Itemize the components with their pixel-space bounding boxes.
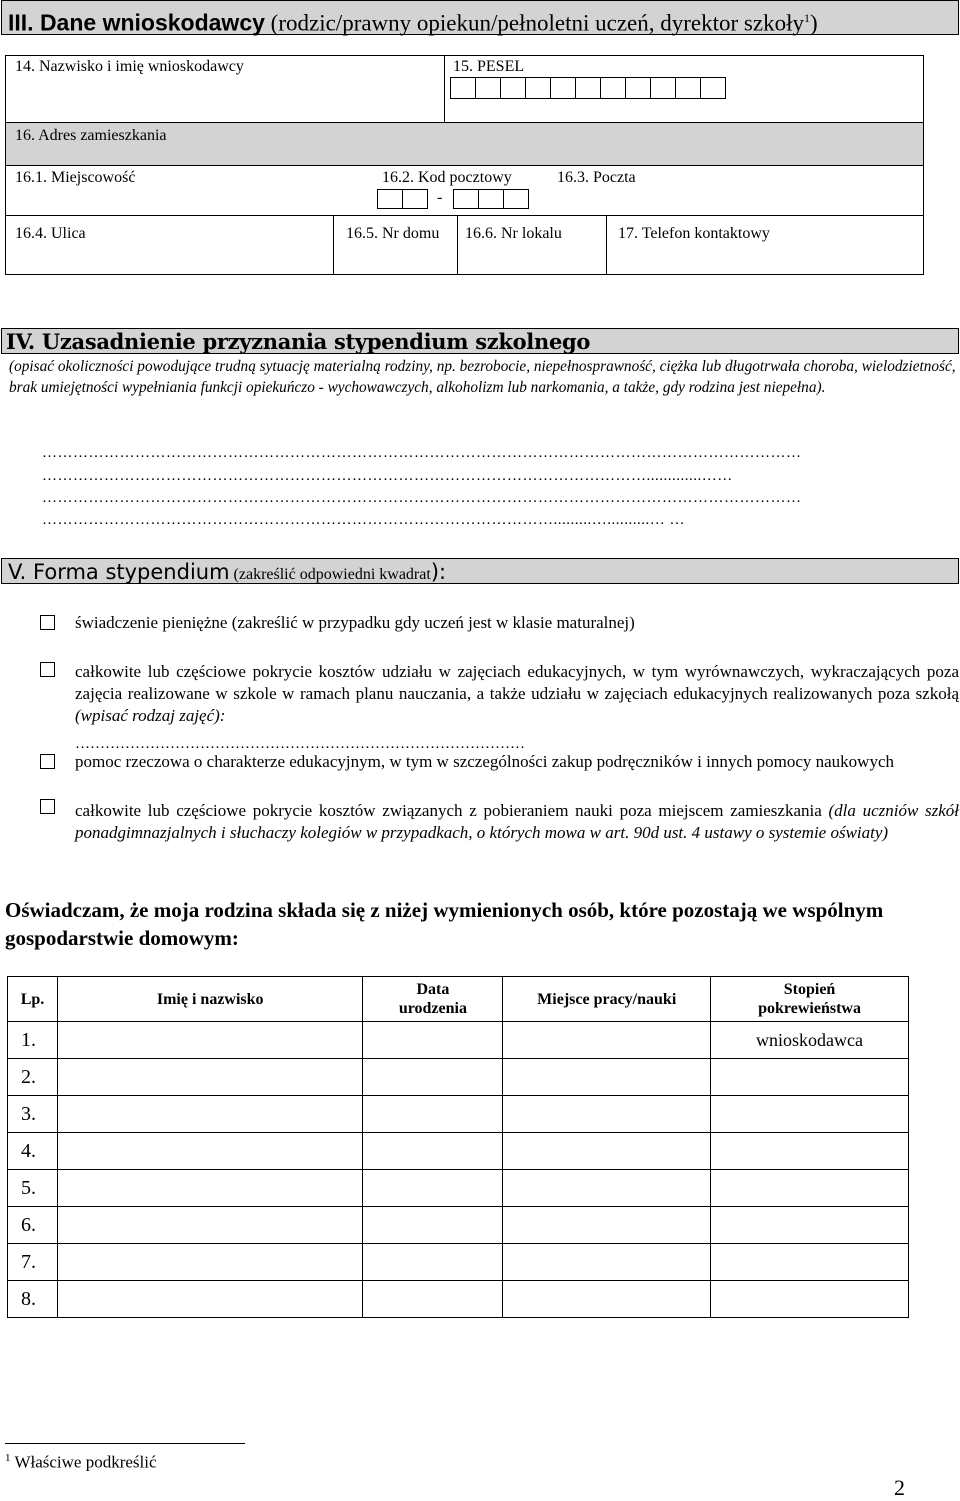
cell-name[interactable] (57, 1022, 363, 1059)
section-3-header (1, 0, 959, 35)
option-material-label: pomoc rzeczowa o charakterze edukacyjnym, w tym w szczególności zakup podręczników i innych pomocy naukowych (75, 752, 895, 771)
postal-code-dash: - (437, 189, 443, 206)
option-commute-label (75, 800, 959, 844)
option-cash-checkbox[interactable] (40, 615, 55, 630)
cell-name[interactable] (57, 1096, 363, 1133)
postal-code-label: 16.2. Kod pocztowy (382, 169, 512, 186)
household-declaration: Oświadczam, że moja rodzina składa się z niżej wymienionych osób, które pozostają we wspólnym gospodarstwie domowym: (5, 898, 884, 950)
table-row (8, 1244, 909, 1281)
cell-workplace[interactable] (503, 1059, 711, 1096)
house-number-label: 16.5. Nr domu (346, 225, 440, 242)
cell-name[interactable] (57, 1207, 363, 1244)
option-classes-text: całkowite lub częściowe pokrycie kosztów udziału w zajęciach edukacyjnych, w tym wyrównawczych, wykraczających poza zajęcia realizowane w szkole w ramach planu nauczania, a także udziału w zajęciach edukacyjnych realizowanych poza szkołą (75, 662, 959, 703)
classes-dots[interactable]: ……………………………………………………………………………… (75, 736, 525, 752)
footnote-text: Właściwe podkreślić (10, 1452, 157, 1472)
section-3-title: III. Dane wnioskodawcy (8, 9, 265, 36)
postal-code-cells-2[interactable] (454, 189, 529, 209)
apartment-number-label: 16.6. Nr lokalu (465, 225, 562, 242)
cell-birthdate[interactable] (363, 1022, 503, 1059)
section-5-header (1, 558, 959, 584)
cell-birthdate[interactable] (363, 1170, 503, 1207)
cell-birthdate[interactable] (363, 1281, 503, 1318)
section-5-close: ): (430, 560, 447, 584)
header-name: Imię i nazwisko (57, 977, 363, 1022)
cell-relation[interactable] (711, 1133, 909, 1170)
family-members-table (7, 976, 909, 1318)
header-relation (711, 977, 909, 1022)
page-number: 2 (894, 1475, 905, 1500)
cell-birthdate[interactable] (363, 1096, 503, 1133)
table-row (8, 1059, 909, 1096)
row-number: 5. (8, 1170, 58, 1207)
section-3-close: ) (809, 10, 818, 36)
cell-name[interactable] (57, 1133, 363, 1170)
row-number: 2. (8, 1059, 58, 1096)
option-commute-text: całkowite lub częściowe pokrycie kosztów związanych z pobieraniem nauki poza miejscem zamieszkania (75, 801, 829, 820)
col-divider-1 (333, 215, 334, 275)
table-row (8, 1281, 909, 1318)
table-row (8, 1022, 909, 1059)
table-row (8, 1133, 909, 1170)
city-label: 16.1. Miejscowość (15, 169, 136, 186)
cell-workplace[interactable] (503, 1281, 711, 1318)
section-4-header (1, 328, 959, 354)
justification-line-1[interactable]: ………………………………………………………………………………………………………………………………… (42, 445, 802, 461)
section-3-subtitle: (rodzic/prawny opiekun/pełnoletni uczeń, dyrektor szkoły (264, 10, 804, 36)
post-office-label: 16.3. Poczta (557, 169, 636, 186)
row-number: 6. (8, 1207, 58, 1244)
option-commute-checkbox[interactable] (40, 799, 55, 814)
option-commute-note: (dla uczniów szkół ponadgimnazjalnych i słuchaczy kolegiów w przypadkach, o których mowa w art. 90d ust. 4 ustawy o systemie oświaty) (75, 801, 959, 842)
option-classes-checkbox[interactable] (40, 662, 55, 677)
cell-name[interactable] (57, 1244, 363, 1281)
table-row (8, 1170, 909, 1207)
cell-workplace[interactable] (503, 1170, 711, 1207)
row-number: 1. (8, 1022, 58, 1059)
cell-name[interactable] (57, 1059, 363, 1096)
cell-workplace[interactable] (503, 1133, 711, 1170)
justification-line-3[interactable]: ………………………………………………………………………………………………………………………………… (42, 490, 802, 506)
cell-relation[interactable]: wnioskodawca (711, 1022, 909, 1059)
header-birthdate (363, 977, 503, 1022)
header-birthdate-text: Data urodzenia (398, 981, 467, 1017)
cell-birthdate[interactable] (363, 1133, 503, 1170)
footnote-separator (5, 1443, 245, 1444)
row-number: 4. (8, 1133, 58, 1170)
cell-workplace[interactable] (503, 1022, 711, 1059)
footnote (5, 1452, 157, 1473)
section-5-subtitle: (zakreślić odpowiedni kwadrat (229, 566, 431, 583)
cell-birthdate[interactable] (363, 1244, 503, 1281)
cell-relation[interactable] (711, 1281, 909, 1318)
justification-line-2[interactable]: ……………………………………………………………………………………………………….............…… (42, 468, 733, 484)
address-label: 16. Adres zamieszkania (15, 127, 167, 144)
section-4-title: IV. Uzasadnienie przyznania stypendium szkolnego (6, 329, 591, 354)
row-number: 8. (8, 1281, 58, 1318)
cell-birthdate[interactable] (363, 1059, 503, 1096)
cell-relation[interactable] (711, 1244, 909, 1281)
row-number: 3. (8, 1096, 58, 1133)
header-lp: Lp. (8, 977, 58, 1022)
cell-name[interactable] (57, 1281, 363, 1318)
phone-label: 17. Telefon kontaktowy (618, 225, 770, 242)
table-header-row (8, 977, 909, 1022)
cell-workplace[interactable] (503, 1244, 711, 1281)
col-divider-3 (606, 215, 607, 275)
street-label: 16.4. Ulica (15, 225, 86, 242)
applicant-name-label: 14. Nazwisko i imię wnioskodawcy (15, 58, 244, 75)
justification-line-4[interactable]: ……………………………………………………………………………………….........…..........… … (42, 512, 685, 528)
section-4-note: (opisać okoliczności powodujące trudną sytuację materialną rodziny, np. bezrobocie, niepełnosprawność, ciężka lub długotrwała choroba, wielodzietność, brak umiejętności wypełniania funkcji opiekuńczo - wychowawczych, alkoholizm lub narkomania, a także, gdy rodzina jest niepełna). (9, 358, 956, 396)
table-row (8, 1096, 909, 1133)
header-workplace: Miejsce pracy/nauki (503, 977, 711, 1022)
postal-code-cells-1[interactable] (378, 189, 428, 209)
section-5-title: V. Forma stypendium (8, 560, 230, 584)
footnote-number: 1 (5, 1452, 11, 1464)
cell-workplace[interactable] (503, 1096, 711, 1133)
pesel-label: 15. PESEL (453, 58, 525, 75)
cell-workplace[interactable] (503, 1207, 711, 1244)
option-material-checkbox[interactable] (40, 754, 55, 769)
cell-relation[interactable] (711, 1096, 909, 1133)
cell-relation[interactable] (711, 1170, 909, 1207)
header-relation-text: Stopień pokrewieństwa (758, 981, 861, 1017)
cell-birthdate[interactable] (363, 1207, 503, 1244)
option-cash-label: świadczenie pieniężne (zakreślić w przypadku gdy uczeń jest w klasie maturalnej) (75, 613, 635, 632)
option-classes-label (75, 661, 959, 727)
option-classes-note: (wpisać rodzaj zajęć): (75, 706, 226, 725)
row-divider (5, 215, 924, 216)
cell-name[interactable] (57, 1170, 363, 1207)
cell-relation[interactable] (711, 1059, 909, 1096)
col-divider-2 (457, 215, 458, 275)
cell-relation[interactable] (711, 1207, 909, 1244)
row-number: 7. (8, 1244, 58, 1281)
table-row (8, 1207, 909, 1244)
footnote-ref: 1 (803, 11, 810, 25)
pesel-cells[interactable] (451, 77, 726, 99)
